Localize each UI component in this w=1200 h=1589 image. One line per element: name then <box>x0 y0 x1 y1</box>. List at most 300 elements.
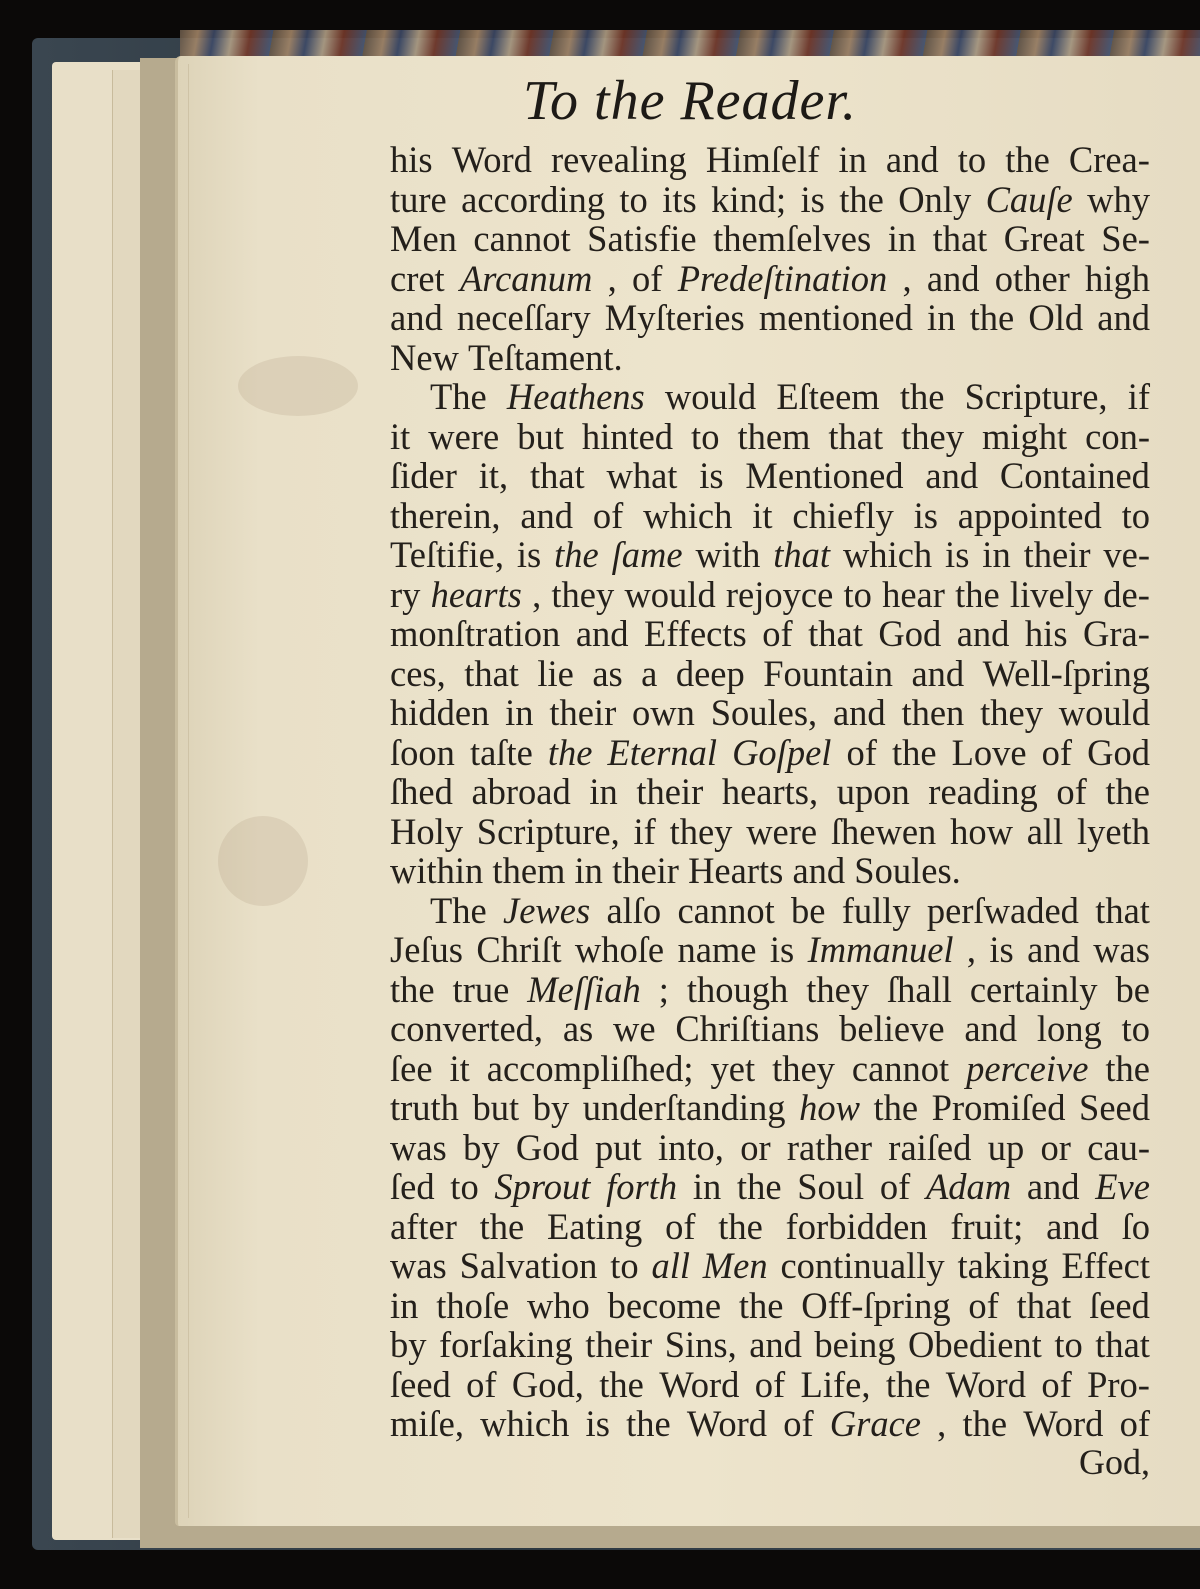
text-line <box>390 1128 1150 1168</box>
text-word: and <box>956 613 1010 654</box>
text-word: Scripture, <box>476 810 620 852</box>
text-word: Grace <box>829 1403 921 1444</box>
text-word: Scripture, <box>964 376 1108 417</box>
text-word: hidden <box>390 692 490 733</box>
text-word: certainly <box>969 968 1098 1010</box>
text-word: Promiſed <box>931 1087 1066 1128</box>
text-line <box>390 812 1150 852</box>
text-word: all <box>651 1245 690 1286</box>
text-line <box>390 456 1150 496</box>
text-word: taſte <box>469 731 533 773</box>
text-word: but <box>472 1087 520 1128</box>
text-word: God, <box>511 1363 584 1405</box>
text-word: God <box>878 613 942 654</box>
text-word: which <box>842 534 933 575</box>
text-word: though <box>686 968 789 1010</box>
text-word: in <box>574 850 613 891</box>
text-word: of <box>783 1403 814 1444</box>
text-word: that <box>773 534 831 575</box>
text-word: own <box>632 692 695 733</box>
text-word: their <box>549 692 617 733</box>
text-word: Heathens <box>506 376 645 417</box>
text-word: the <box>479 1205 525 1247</box>
text-word: in <box>982 534 1011 575</box>
text-word: name <box>677 929 757 970</box>
text-line <box>390 535 1150 575</box>
text-word: hearts, <box>721 771 819 812</box>
text-word: hinted <box>581 415 674 457</box>
text-word: Adam <box>925 1166 1012 1207</box>
text-word: of <box>879 1166 911 1207</box>
text-word: and <box>1027 929 1080 970</box>
text-word: is <box>800 178 825 220</box>
text-word: that <box>1095 889 1150 931</box>
text-word: Chriſtians <box>675 1008 820 1049</box>
text-word: his <box>1024 613 1068 654</box>
text-word: its <box>662 178 697 220</box>
text-word: and <box>832 692 886 733</box>
text-word: to <box>1121 1008 1150 1049</box>
text-word: upon <box>836 771 910 812</box>
text-word: it <box>449 1047 470 1089</box>
text-word: Only <box>898 178 972 220</box>
text-word: converted, <box>390 1008 544 1049</box>
text-word: of <box>466 1363 497 1405</box>
text-word: is <box>516 534 542 575</box>
text-word: ſhewen <box>830 810 937 852</box>
text-word: we <box>613 1008 656 1049</box>
text-line <box>390 733 1150 773</box>
text-word: to <box>610 1245 639 1286</box>
text-word: and <box>575 613 629 654</box>
text-word: Fountain <box>763 652 893 694</box>
text-word: ſhed <box>390 771 453 812</box>
text-word: ſee <box>390 1047 433 1089</box>
text-word: Jewes <box>503 889 591 931</box>
text-line <box>390 1404 1150 1444</box>
text-word: is <box>585 1403 610 1444</box>
text-word: Eternal <box>607 731 717 773</box>
text-word: lie <box>537 652 574 694</box>
text-word: rejoyce <box>725 573 834 615</box>
page-stain <box>238 356 358 416</box>
text-word: Himſelf <box>705 139 820 180</box>
text-word: Gra- <box>1083 613 1150 654</box>
text-word: ces, <box>390 652 446 694</box>
text-line <box>390 377 1150 417</box>
text-word: the <box>390 968 435 1010</box>
text-line <box>390 219 1150 259</box>
text-line <box>390 496 1150 536</box>
text-word: taking <box>957 1245 1049 1286</box>
text-word: believe <box>839 1008 945 1049</box>
text-word: ſo <box>1121 1205 1150 1247</box>
text-word: in <box>887 218 917 259</box>
text-word: to <box>619 178 648 220</box>
page-stain <box>218 816 308 906</box>
text-word: would <box>1058 692 1150 733</box>
text-word: forſaking <box>439 1324 573 1365</box>
text-word: the <box>599 1363 644 1405</box>
text-word: ſeed <box>1089 1284 1150 1326</box>
text-word: Sprout <box>494 1166 591 1207</box>
text-word: that <box>464 652 519 694</box>
text-word: Jeſus <box>390 929 463 970</box>
text-word: but <box>517 415 564 457</box>
catchword: God, <box>1079 1442 1150 1482</box>
text-line <box>390 614 1150 654</box>
catchword-line <box>390 1443 1150 1483</box>
text-word: in <box>505 692 534 733</box>
text-word: of <box>754 1363 786 1405</box>
text-word: ſame <box>611 534 683 575</box>
text-word: Word <box>945 1363 1026 1405</box>
text-word: ſeed <box>390 1363 451 1405</box>
text-line <box>390 417 1150 457</box>
text-word: be <box>1115 968 1150 1010</box>
text-word: were <box>746 810 818 852</box>
text-word: Meſſiah <box>527 968 641 1010</box>
text-word: continually <box>780 1245 945 1286</box>
text-word: thoſe <box>436 1284 510 1326</box>
text-word: Myſteries <box>604 297 745 338</box>
text-word: Soules. <box>854 850 961 891</box>
text-word: God <box>1087 731 1150 773</box>
text-word: Word <box>1023 1403 1104 1444</box>
text-word: the <box>738 1284 784 1326</box>
text-word: Well-ſpring <box>982 652 1150 694</box>
text-word: perſwaded <box>926 889 1079 931</box>
text-word: the <box>955 573 1000 615</box>
text-word: or <box>1040 1126 1071 1168</box>
text-line <box>390 259 1150 299</box>
text-word: de- <box>1103 573 1150 615</box>
text-word: according <box>461 178 606 220</box>
text-word: deep <box>675 652 745 694</box>
text-word: Predeſtination <box>677 257 888 299</box>
text-word: to <box>1121 494 1150 536</box>
text-word: the <box>885 1363 931 1405</box>
text-word: being <box>814 1324 896 1365</box>
text-word: and <box>964 1008 1018 1049</box>
text-word: which <box>643 494 733 536</box>
text-word: fully <box>841 889 911 931</box>
text-word: Crea- <box>1068 139 1150 180</box>
text-word: they <box>901 415 964 457</box>
text-word: true <box>452 968 510 1010</box>
text-word: in <box>838 139 867 180</box>
text-word: and <box>520 494 574 536</box>
text-word: Eve <box>1095 1166 1150 1207</box>
text-word: the <box>962 1403 1008 1444</box>
text-line <box>390 140 1150 180</box>
text-word: to <box>1054 1324 1083 1365</box>
text-word: , <box>532 573 542 615</box>
text-word: long <box>1036 1008 1102 1049</box>
text-word: perceive <box>966 1047 1089 1089</box>
text-word: the <box>1105 771 1150 812</box>
text-word: Seed <box>1079 1087 1150 1128</box>
text-word: was <box>390 1126 447 1168</box>
text-word: of <box>665 1205 696 1247</box>
text-word: Effect <box>1061 1245 1150 1286</box>
text-line <box>390 1246 1150 1286</box>
text-word: and <box>925 455 979 496</box>
text-word: into, <box>657 1126 724 1168</box>
text-word: Men <box>702 1245 768 1286</box>
text-word: underſtanding <box>582 1087 786 1128</box>
text-word: cannot <box>473 218 571 259</box>
text-word: if <box>1127 376 1150 417</box>
text-word: Goſpel <box>732 731 832 773</box>
text-word: Immanuel <box>807 929 954 970</box>
text-word: them <box>737 415 811 457</box>
text-word: was <box>390 1245 447 1286</box>
text-word: to <box>691 415 720 457</box>
text-word: the <box>891 731 937 773</box>
text-line <box>390 1207 1150 1247</box>
text-word: Contained <box>999 455 1150 496</box>
text-word: New <box>390 336 469 378</box>
text-word: the <box>626 1403 671 1444</box>
text-word: of <box>1041 731 1073 773</box>
text-word: be <box>791 889 826 931</box>
text-line <box>390 1049 1150 1089</box>
text-word: of <box>1056 771 1087 812</box>
text-word: and <box>926 257 980 299</box>
text-word: alſo <box>606 889 662 931</box>
text-word: and <box>1026 1166 1080 1207</box>
text-word: cannot <box>851 1047 950 1089</box>
text-word: the <box>839 178 884 220</box>
text-word: Cauſe <box>985 178 1073 220</box>
text-word: Se- <box>1101 218 1150 259</box>
text-word: chiefly <box>792 494 894 536</box>
body-text <box>390 140 1150 1444</box>
text-word: in <box>589 771 618 812</box>
text-word: appointed <box>957 494 1102 536</box>
text-word: ture <box>390 178 447 220</box>
text-word: Life, <box>800 1363 871 1405</box>
text-word: they <box>980 692 1043 733</box>
text-word: of <box>968 1284 999 1326</box>
text-word: ſider <box>390 455 457 496</box>
text-word: , <box>966 929 977 970</box>
text-word: abroad <box>471 771 571 812</box>
text-word: ry <box>390 573 421 615</box>
text-word: accompliſhed; <box>486 1047 694 1089</box>
text-word: they <box>669 810 733 852</box>
text-word: themſelves <box>713 218 872 259</box>
text-word: hear <box>882 573 945 615</box>
text-line <box>390 930 1150 970</box>
text-word: it, <box>478 455 509 496</box>
text-word: ſed <box>390 1166 435 1207</box>
text-word: of <box>1119 1403 1150 1444</box>
text-word: The <box>430 889 487 931</box>
text-word: a <box>641 652 658 694</box>
text-word: of <box>846 731 877 773</box>
text-word: lively <box>1009 573 1094 615</box>
text-word: would <box>664 376 757 417</box>
text-word: become <box>607 1284 722 1326</box>
text-word: con- <box>1085 415 1150 457</box>
text-word: cannot <box>677 889 775 931</box>
text-word: Love <box>951 731 1027 773</box>
text-word: rather <box>786 1126 872 1168</box>
text-line <box>390 1167 1150 1207</box>
text-word: Off-ſpring <box>801 1284 951 1326</box>
text-word: of <box>1041 1363 1072 1405</box>
text-word: which <box>480 1403 570 1444</box>
text-word: Satisfie <box>587 218 697 259</box>
text-word: the <box>873 1087 919 1128</box>
text-word: their <box>612 850 689 891</box>
text-word: Teſtament. <box>468 336 623 378</box>
text-word: what <box>606 455 678 496</box>
text-word: ſhall <box>887 968 952 1010</box>
text-word: of <box>592 494 624 536</box>
text-word: in <box>692 1166 722 1207</box>
text-word: Chriſt <box>476 929 562 970</box>
text-word: Word <box>451 139 532 180</box>
text-word: Sins, <box>664 1324 737 1365</box>
text-word: it <box>752 494 773 536</box>
text-line <box>390 1088 1150 1128</box>
text-word: Great <box>1003 218 1085 259</box>
text-word: put <box>595 1126 642 1168</box>
text-line <box>390 772 1150 812</box>
text-word: was <box>1093 929 1150 970</box>
text-line <box>390 338 1150 378</box>
text-word: , <box>937 1403 947 1444</box>
text-word: within <box>390 850 493 891</box>
text-word: miſe, <box>390 1403 464 1444</box>
text-word: and <box>749 1324 802 1365</box>
text-word: cret <box>390 257 445 299</box>
text-word: ; <box>658 968 669 1010</box>
text-line <box>390 693 1150 733</box>
text-word: to <box>450 1166 479 1207</box>
text-line <box>390 180 1150 220</box>
text-word: up <box>987 1126 1025 1168</box>
text-word: them <box>492 850 575 891</box>
text-word: raiſed <box>888 1126 972 1168</box>
text-word: is <box>989 929 1014 970</box>
text-word: that <box>932 218 988 259</box>
running-head: To the Reader. <box>523 70 857 132</box>
text-word: the <box>969 297 1015 338</box>
text-word: Word <box>686 1403 768 1444</box>
text-word: the <box>899 376 945 417</box>
text-word: Effects <box>644 613 747 654</box>
text-word: kind; <box>711 178 787 220</box>
text-word: who <box>526 1284 590 1326</box>
text-word: as <box>592 652 623 694</box>
text-word: Arcanum <box>459 257 593 299</box>
text-word: that <box>808 613 863 654</box>
text-word: reading <box>928 771 1038 812</box>
text-word: Holy <box>390 810 463 852</box>
text-line <box>390 1009 1150 1049</box>
text-word: mentioned <box>758 297 913 338</box>
text-word: cau- <box>1087 1126 1150 1168</box>
text-word: and <box>1046 1205 1099 1247</box>
text-word: might <box>981 415 1068 457</box>
text-word: Salvation <box>459 1245 598 1286</box>
text-word: other <box>994 257 1070 299</box>
text-word: Hearts <box>688 850 793 891</box>
text-word: of <box>632 257 663 299</box>
text-line <box>390 1325 1150 1365</box>
text-word: God <box>515 1126 579 1168</box>
text-word: his <box>390 139 433 180</box>
text-line <box>390 654 1150 694</box>
text-word: then <box>901 692 965 733</box>
text-word: Mentioned <box>745 455 904 496</box>
text-word: monſtration <box>390 613 561 654</box>
text-word: they <box>806 968 870 1010</box>
text-word: is <box>769 929 795 970</box>
text-word: or <box>740 1126 771 1168</box>
text-word: the <box>736 1166 782 1207</box>
text-word: lyeth <box>1076 810 1150 852</box>
text-word: Pro- <box>1087 1363 1150 1405</box>
text-word: if <box>633 810 656 852</box>
text-word: Soules, <box>710 692 818 733</box>
text-word: Word <box>659 1363 740 1405</box>
text-word: Obedient <box>908 1324 1042 1365</box>
text-line <box>390 298 1150 338</box>
text-word: and <box>390 297 443 338</box>
text-word: after <box>390 1205 457 1247</box>
text-word: and <box>792 850 855 891</box>
text-word: all <box>1026 810 1064 852</box>
text-word: the <box>718 1205 763 1247</box>
text-word: , <box>902 257 912 299</box>
text-word: of <box>762 613 793 654</box>
text-line <box>390 1365 1150 1405</box>
text-word: therein, <box>390 494 501 536</box>
text-word: how <box>799 1087 860 1128</box>
text-word: Eating <box>547 1205 643 1247</box>
text-word: The <box>430 376 487 417</box>
text-word: revealing <box>550 139 687 180</box>
text-word: their <box>636 771 704 812</box>
text-word: to <box>957 139 987 180</box>
text-word: is <box>699 455 724 496</box>
text-word: the <box>1005 139 1050 180</box>
text-word: whoſe <box>574 929 665 970</box>
text-word: they <box>551 573 615 615</box>
text-word: in <box>390 1284 419 1326</box>
text-word: why <box>1087 178 1150 220</box>
text-line <box>390 891 1150 931</box>
text-word: truth <box>390 1087 459 1128</box>
text-line <box>390 575 1150 615</box>
text-word: by <box>532 1087 570 1128</box>
text-word: that <box>529 455 585 496</box>
text-word: with <box>695 534 761 575</box>
text-word: the <box>1105 1047 1150 1089</box>
text-word: ve- <box>1103 534 1150 575</box>
text-word: Eſteem <box>776 376 880 417</box>
text-word: forth <box>606 1166 678 1207</box>
text-line <box>390 970 1150 1010</box>
text-word: is <box>913 494 938 536</box>
text-word: in <box>927 297 956 338</box>
text-word: that <box>1095 1324 1150 1365</box>
